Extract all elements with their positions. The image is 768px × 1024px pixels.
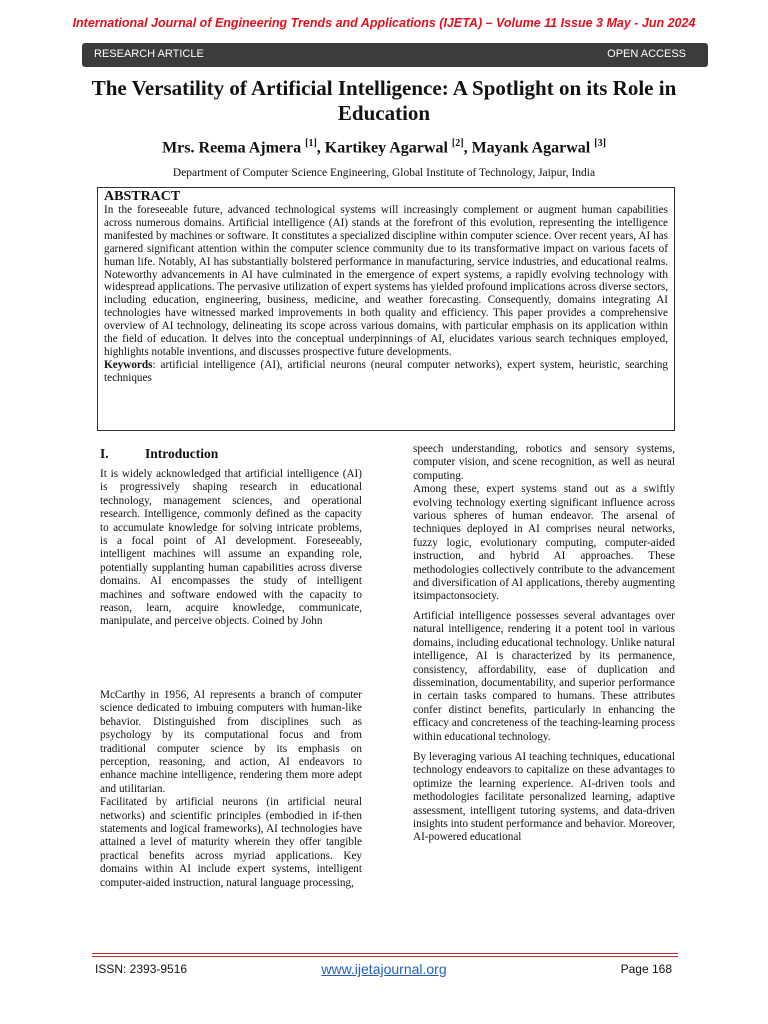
section-heading xyxy=(100,446,218,462)
paragraph: Artificial intelligence possesses several advantages over natural intelligence, rendering it a potent tool in various domains, including educational technology. Unlike natural intelligence, AI is characterized by its permanence, consistency, affordability, ease of duplication and dissemination, documentability, and superior performance in certain tasks compared to humans. These attributes confer distinct benefits, particularly in enhancing the efficacy and concreteness of the teaching-learning process within educational technology. xyxy=(413,609,675,743)
journal-header: International Journal of Engineering Trends and Applications (IJETA) – Volume 11 Issue 3 May - Jun 2024 xyxy=(72,16,696,30)
author-name: Mrs. Reema Ajmera xyxy=(162,139,306,157)
paragraph: McCarthy in 1956, AI represents a branch of computer science dedicated to imbuing computers with human-like behavior. Distinguished from disciplines such as psychology by its computational focus and from traditional computer science by its emphasis on perception, reasoning, and action, AI endeavors to enhance machine intelligence, rendering them more adept and utilitarian. xyxy=(100,689,362,795)
issn: ISSN: 2393-9516 xyxy=(95,962,188,976)
section-number: I. xyxy=(100,446,109,461)
left-column-continued xyxy=(100,689,362,890)
footer-rule xyxy=(92,956,678,957)
right-column xyxy=(413,443,675,845)
abstract-heading: ABSTRACT xyxy=(104,189,181,204)
left-column xyxy=(100,468,362,629)
paragraph: Among these, expert systems stand out as a swiftly evolving technology exerting significant influence across various spheres of human endeavor. The arsenal of techniques deployed in AI comprises neural networks, fuzzy logic, evolutionary computing, computer-aided instruction, and hybrid AI approaches. These methodologies collectively contribute to the advancement and diversification of AI applications, thereby augmenting itsimpactonsociety. xyxy=(413,483,675,603)
keywords-text: : artificial intelligence (AI), artificial neurons (neural computer networks), expert system, heuristic, searching techniques xyxy=(104,358,668,384)
section-title: Introduction xyxy=(145,446,219,461)
article-type-label: RESEARCH ARTICLE xyxy=(94,48,204,60)
keywords-label: Keywords xyxy=(104,358,153,371)
paragraph: speech understanding, robotics and sensory systems, computer vision, and scene recognition, as well as neural computing. xyxy=(413,443,675,482)
affiliation: Department of Computer Science Engineering, Global Institute of Technology, Jaipur, India xyxy=(172,167,596,179)
paragraph: By leveraging various AI teaching techniques, educational technology endeavors to capitalize on these advantages to optimize the learning experience. AI-driven tools and methodologies facilitate personalized learning, adaptive assessment, intelligent tutoring systems, and data-driven insights into student performance and behavior. Moreover, AI-powered educational xyxy=(413,750,675,844)
paragraph: It is widely acknowledged that artificial intelligence (AI) is progressively shaping research in educational technology, management sciences, and operational research. Intelligence, commonly defined as the capacity to accumulate knowledge for solving intricate problems, is a focal point of AI development. Foreseeably, intelligent machines will assume an expanding role, potentially supplanting human capabilities across diverse domains. AI encompasses the study of intelligent machines and software endowed with the capacity to reason, learn, acquire knowledge, communicate, manipulate, and perceive objects. Coined by John xyxy=(100,468,362,628)
keywords xyxy=(104,359,668,385)
author-ref: [1] xyxy=(305,138,317,149)
author-ref: [2] xyxy=(451,138,464,149)
page-number: Page 168 xyxy=(620,962,672,976)
paper-title: The Versatility of Artificial Intelligence: A Spotlight on its Role in Education xyxy=(91,76,677,125)
author-list xyxy=(80,138,688,157)
article-banner xyxy=(82,43,708,67)
paragraph: Facilitated by artificial neurons (in artificial neural networks) and scientific principles (embodied in if-then statements and logical frameworks), AI technologies have attained a level of maturity wherein they offer tangible practical benefits across myriad applications. Key domains within AI include expert systems, intelligent computer-aided instruction, natural language processing, xyxy=(100,796,362,889)
footer-rule xyxy=(92,953,678,954)
abstract-text: In the foreseeable future, advanced technological systems will increasingly complement or augment human capabilities across numerous domains. Artificial intelligence (AI) stands at the forefront of this evolution, representing the intelligence manifested by machines or software. It constitutes a specialized discipline within computer science. Over recent years, AI has garnered significant attention within the computer science community due to its transformative impact on various facets of human life. Notably, AI has substantially bolstered performance in manufacturing, service industries, and educational realms. Noteworthy advancements in AI have culminated in the emergence of expert systems, a rapidly evolving technology with widespread applications. The pervasive utilization of expert systems has yielded profound implications across diverse sectors, including education, engineering, business, medicine, and weather forecasting. Consequently, domains integrating AI technologies have witnessed marked improvements in both quality and efficiency. This paper provides a comprehensive overview of AI technology, delineating its scope across various domains, with particular emphasis on its application within the field of education. It delves into the conceptual underpinnings of AI, elucidates various search techniques employed, highlights notable inventions, and discusses prospective future developments. xyxy=(104,204,668,358)
abstract-box xyxy=(97,187,675,431)
author-name: , Kartikey Agarwal xyxy=(316,139,452,157)
open-access-label: OPEN ACCESS xyxy=(607,48,686,60)
author-name: , Mayank Agarwal xyxy=(463,139,595,157)
journal-url[interactable]: www.ijetajournal.org xyxy=(321,961,447,977)
author-ref: [3] xyxy=(594,138,606,149)
